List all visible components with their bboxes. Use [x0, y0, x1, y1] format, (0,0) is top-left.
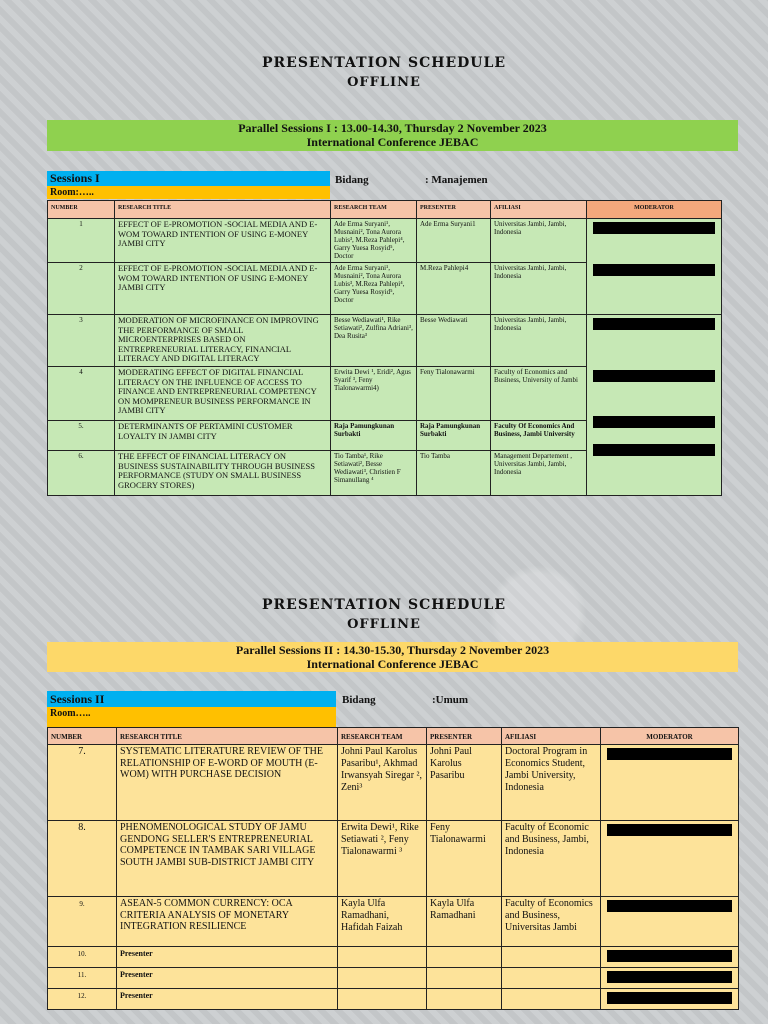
- row-team: Erwita Dewi¹, Rike Setiawati ², Feny Tialonawarmi ³: [338, 821, 427, 897]
- row-team: Johni Paul Karolus Pasaribu¹, Akhmad Irwansyah Siregar ², Zeni³: [338, 745, 427, 821]
- row-number: 4: [48, 367, 115, 421]
- row-number: 9.: [48, 897, 117, 947]
- table-row: [48, 968, 739, 989]
- redacted-moderator: [607, 900, 732, 912]
- row-number: 1: [48, 219, 115, 263]
- redacted-moderator: [593, 318, 715, 330]
- row-moderator: [601, 968, 739, 989]
- row-title: Presenter: [117, 947, 338, 968]
- table-row: [48, 897, 739, 947]
- header-number: NUMBER: [48, 201, 115, 219]
- header-research-title: RESEARCH TITLE: [115, 201, 331, 219]
- banner-line-1: Parallel Sessions I : 13.00-14.30, Thursday 2 November 2023: [238, 121, 547, 135]
- row-number: 2: [48, 263, 115, 315]
- row-moderator: [587, 219, 722, 315]
- row-afiliasi: Universitas Jambi, Jambi, Indonesia: [491, 315, 587, 367]
- header-moderator: MODERATOR: [587, 201, 722, 219]
- header-research-team: RESEARCH TEAM: [338, 728, 427, 745]
- row-title: PHENOMENOLOGICAL STUDY OF JAMU GENDONG SELLER'S ENTREPRENEURIAL COMPETENCE IN TAMBAK SARI VILLAGE SOUTH JAMBI SUB-DISTRICT JAMBI CITY: [117, 821, 338, 897]
- table-row: [48, 745, 739, 821]
- row-title: EFFECT OF E-PROMOTION -SOCIAL MEDIA AND E-WOM TOWARD INTENTION OF USING E-MONEY JAMBI CITY: [115, 219, 331, 263]
- header-presenter: PRESENTER: [417, 201, 491, 219]
- row-number: 11.: [48, 968, 117, 989]
- redacted-moderator: [607, 992, 732, 1004]
- page1-session-banner: [47, 120, 738, 151]
- redacted-moderator: [593, 264, 715, 276]
- row-moderator: [601, 745, 739, 821]
- row-title: EFFECT OF E-PROMOTION -SOCIAL MEDIA AND E-WOM TOWARD INTENTION OF USING E-MONEY JAMBI CITY: [115, 263, 331, 315]
- row-team: Ade Erma Suryani¹, Musnaini², Tona Aurora Lubis³, M.Reza Pahlepi⁴, Garry Yuesa Rosyid⁵, Doctor: [331, 263, 417, 315]
- table-row: [48, 821, 739, 897]
- header-afiliasi: AFILIASI: [491, 201, 587, 219]
- session-label: Sessions I: [47, 171, 330, 186]
- row-title: THE EFFECT OF FINANCIAL LITERACY ON BUSINESS SUSTAINABILITY THROUGH BUSINESS PERFORMANCE (STUDY ON SMALL BUSINESS GROCERY STORES): [115, 451, 331, 496]
- row-presenter: Feny Tialonawarmi: [427, 821, 502, 897]
- room-label: Room:…..: [47, 186, 330, 199]
- row-presenter: Tio Tamba: [417, 451, 491, 496]
- header-afiliasi: AFILIASI: [502, 728, 601, 745]
- banner-line-2: International Conference JEBAC: [306, 135, 479, 149]
- redacted-moderator: [607, 971, 732, 983]
- row-presenter: Ade Erma Suryani1: [417, 219, 491, 263]
- row-moderator: [601, 897, 739, 947]
- row-title: ASEAN-5 COMMON CURRENCY: OCA CRITERIA ANALYSIS OF MONETARY INTEGRATION RESILIENCE: [117, 897, 338, 947]
- row-title: SYSTEMATIC LITERATURE REVIEW OF THE RELATIONSHIP OF E-WORD OF MOUTH (E-WOM) WITH PURCHASE DECISION: [117, 745, 338, 821]
- row-presenter: [427, 968, 502, 989]
- row-team: [338, 968, 427, 989]
- page2-subtitle: OFFLINE: [347, 617, 421, 632]
- row-number: 8.: [48, 821, 117, 897]
- page1-title: PRESENTATION SCHEDULE: [261, 55, 506, 71]
- row-team: Ade Erma Suryani¹, Musnaini², Tona Aurora Lubis³, M.Reza Pahlepi⁴, Garry Yuesa Rosyid⁵, Doctor: [331, 219, 417, 263]
- row-afiliasi: [502, 989, 601, 1010]
- page1-subtitle: OFFLINE: [347, 75, 421, 90]
- table-row: [48, 947, 739, 968]
- row-title: DETERMINANTS OF PERTAMINI CUSTOMER LOYALTY IN JAMBI CITY: [115, 421, 331, 451]
- row-afiliasi: Universitas Jambi, Jambi, Indonesia: [491, 219, 587, 263]
- redacted-moderator: [607, 824, 732, 836]
- row-number: 3: [48, 315, 115, 367]
- table-row: [48, 989, 739, 1010]
- header-moderator: MODERATOR: [601, 728, 739, 745]
- page2-session-banner: [47, 642, 738, 672]
- redacted-moderator: [593, 370, 715, 382]
- session-label: Sessions II: [47, 691, 336, 707]
- bidang-label: Bidang: [342, 694, 376, 706]
- row-afiliasi: [502, 947, 601, 968]
- row-moderator: [601, 821, 739, 897]
- row-afiliasi: Faculty of Economics and Business, University of Jambi: [491, 367, 587, 421]
- row-title: Presenter: [117, 968, 338, 989]
- row-afiliasi: Doctoral Program in Economics Student, Jambi University, Indonesia: [502, 745, 601, 821]
- room-label: Room…..: [47, 707, 336, 727]
- row-number: 5.: [48, 421, 115, 451]
- header-presenter: PRESENTER: [427, 728, 502, 745]
- row-afiliasi: Universitas Jambi, Jambi, Indonesia: [491, 263, 587, 315]
- row-team: Erwita Dewi ¹, Eridi², Agus Syarif ³, Feny Tialonawarmi4): [331, 367, 417, 421]
- row-presenter: [427, 947, 502, 968]
- row-title: MODERATING EFFECT OF DIGITAL FINANCIAL LITERACY ON THE INFLUENCE OF ACCESS TO FINANCE AND ENTREPRENEURIAL COMPETENCY ON MOMPRENEUR BUSINESS PERFORMANCE IN JAMBI CITY: [115, 367, 331, 421]
- row-number: 12.: [48, 989, 117, 1010]
- row-presenter: Besse Wediawati: [417, 315, 491, 367]
- bidang-label: Bidang: [335, 174, 369, 186]
- row-title: MODERATION OF MICROFINANCE ON IMPROVING THE PERFORMANCE OF SMALL MICROENTERPRISES BASED ON ENTREPRENEURIAL LITERACY, FINANCIAL LITERACY AND DIGITAL LITERACY: [115, 315, 331, 367]
- row-team: [338, 947, 427, 968]
- redacted-moderator: [607, 748, 732, 760]
- row-team: Tio Tamba¹, Rike Setiawati², Besse Wediawati³, Christien F Simanullang ⁴: [331, 451, 417, 496]
- row-title: Presenter: [117, 989, 338, 1010]
- row-moderator: [601, 989, 739, 1010]
- row-afiliasi: Faculty of Economic and Business, Jambi, Indonesia: [502, 821, 601, 897]
- redacted-moderator: [607, 950, 732, 962]
- table-row: [48, 315, 722, 367]
- redacted-moderator: [593, 416, 715, 428]
- bidang-value: : Manajemen: [425, 174, 488, 186]
- table-row: [48, 219, 722, 263]
- row-team: [338, 989, 427, 1010]
- row-presenter: M.Reza Pahlepi4: [417, 263, 491, 315]
- row-number: 6.: [48, 451, 115, 496]
- page2-schedule-table: [47, 727, 739, 1010]
- row-afiliasi: Faculty Of Economics And Business, Jambi University: [491, 421, 587, 451]
- row-presenter: Feny Tialonawarmi: [417, 367, 491, 421]
- page2-title: PRESENTATION SCHEDULE: [261, 597, 506, 613]
- row-team: Raja Pamungkunan Surbakti: [331, 421, 417, 451]
- table-header-row: [48, 201, 722, 219]
- row-presenter: Johni Paul Karolus Pasaribu: [427, 745, 502, 821]
- banner-line-2: International Conference JEBAC: [306, 657, 479, 671]
- bidang-value: :Umum: [432, 694, 469, 706]
- row-presenter: [427, 989, 502, 1010]
- header-research-team: RESEARCH TEAM: [331, 201, 417, 219]
- row-afiliasi: Management Departement , Universitas Jambi, Jambi, Indonesia: [491, 451, 587, 496]
- table-header-row: [48, 728, 739, 745]
- row-number: 10.: [48, 947, 117, 968]
- row-afiliasi: [502, 968, 601, 989]
- row-presenter: Kayla Ulfa Ramadhani: [427, 897, 502, 947]
- redacted-moderator: [593, 444, 715, 456]
- header-number: NUMBER: [48, 728, 117, 745]
- row-moderator: [587, 315, 722, 496]
- row-afiliasi: Faculty of Economics and Business, Universitas Jambi: [502, 897, 601, 947]
- banner-line-1: Parallel Sessions II : 14.30-15.30, Thursday 2 November 2023: [235, 643, 550, 657]
- row-team: Besse Wediawati¹, Rike Setiawati², Zulfina Adriani³, Dea Rusita³: [331, 315, 417, 367]
- row-team: Kayla Ulfa Ramadhani, Hafidah Faizah: [338, 897, 427, 947]
- row-presenter: Raja Pamungkunan Surbakti: [417, 421, 491, 451]
- row-moderator: [601, 947, 739, 968]
- redacted-moderator: [593, 222, 715, 234]
- header-research-title: RESEARCH TITLE: [117, 728, 338, 745]
- page1-schedule-table: [47, 200, 722, 496]
- row-number: 7.: [48, 745, 117, 821]
